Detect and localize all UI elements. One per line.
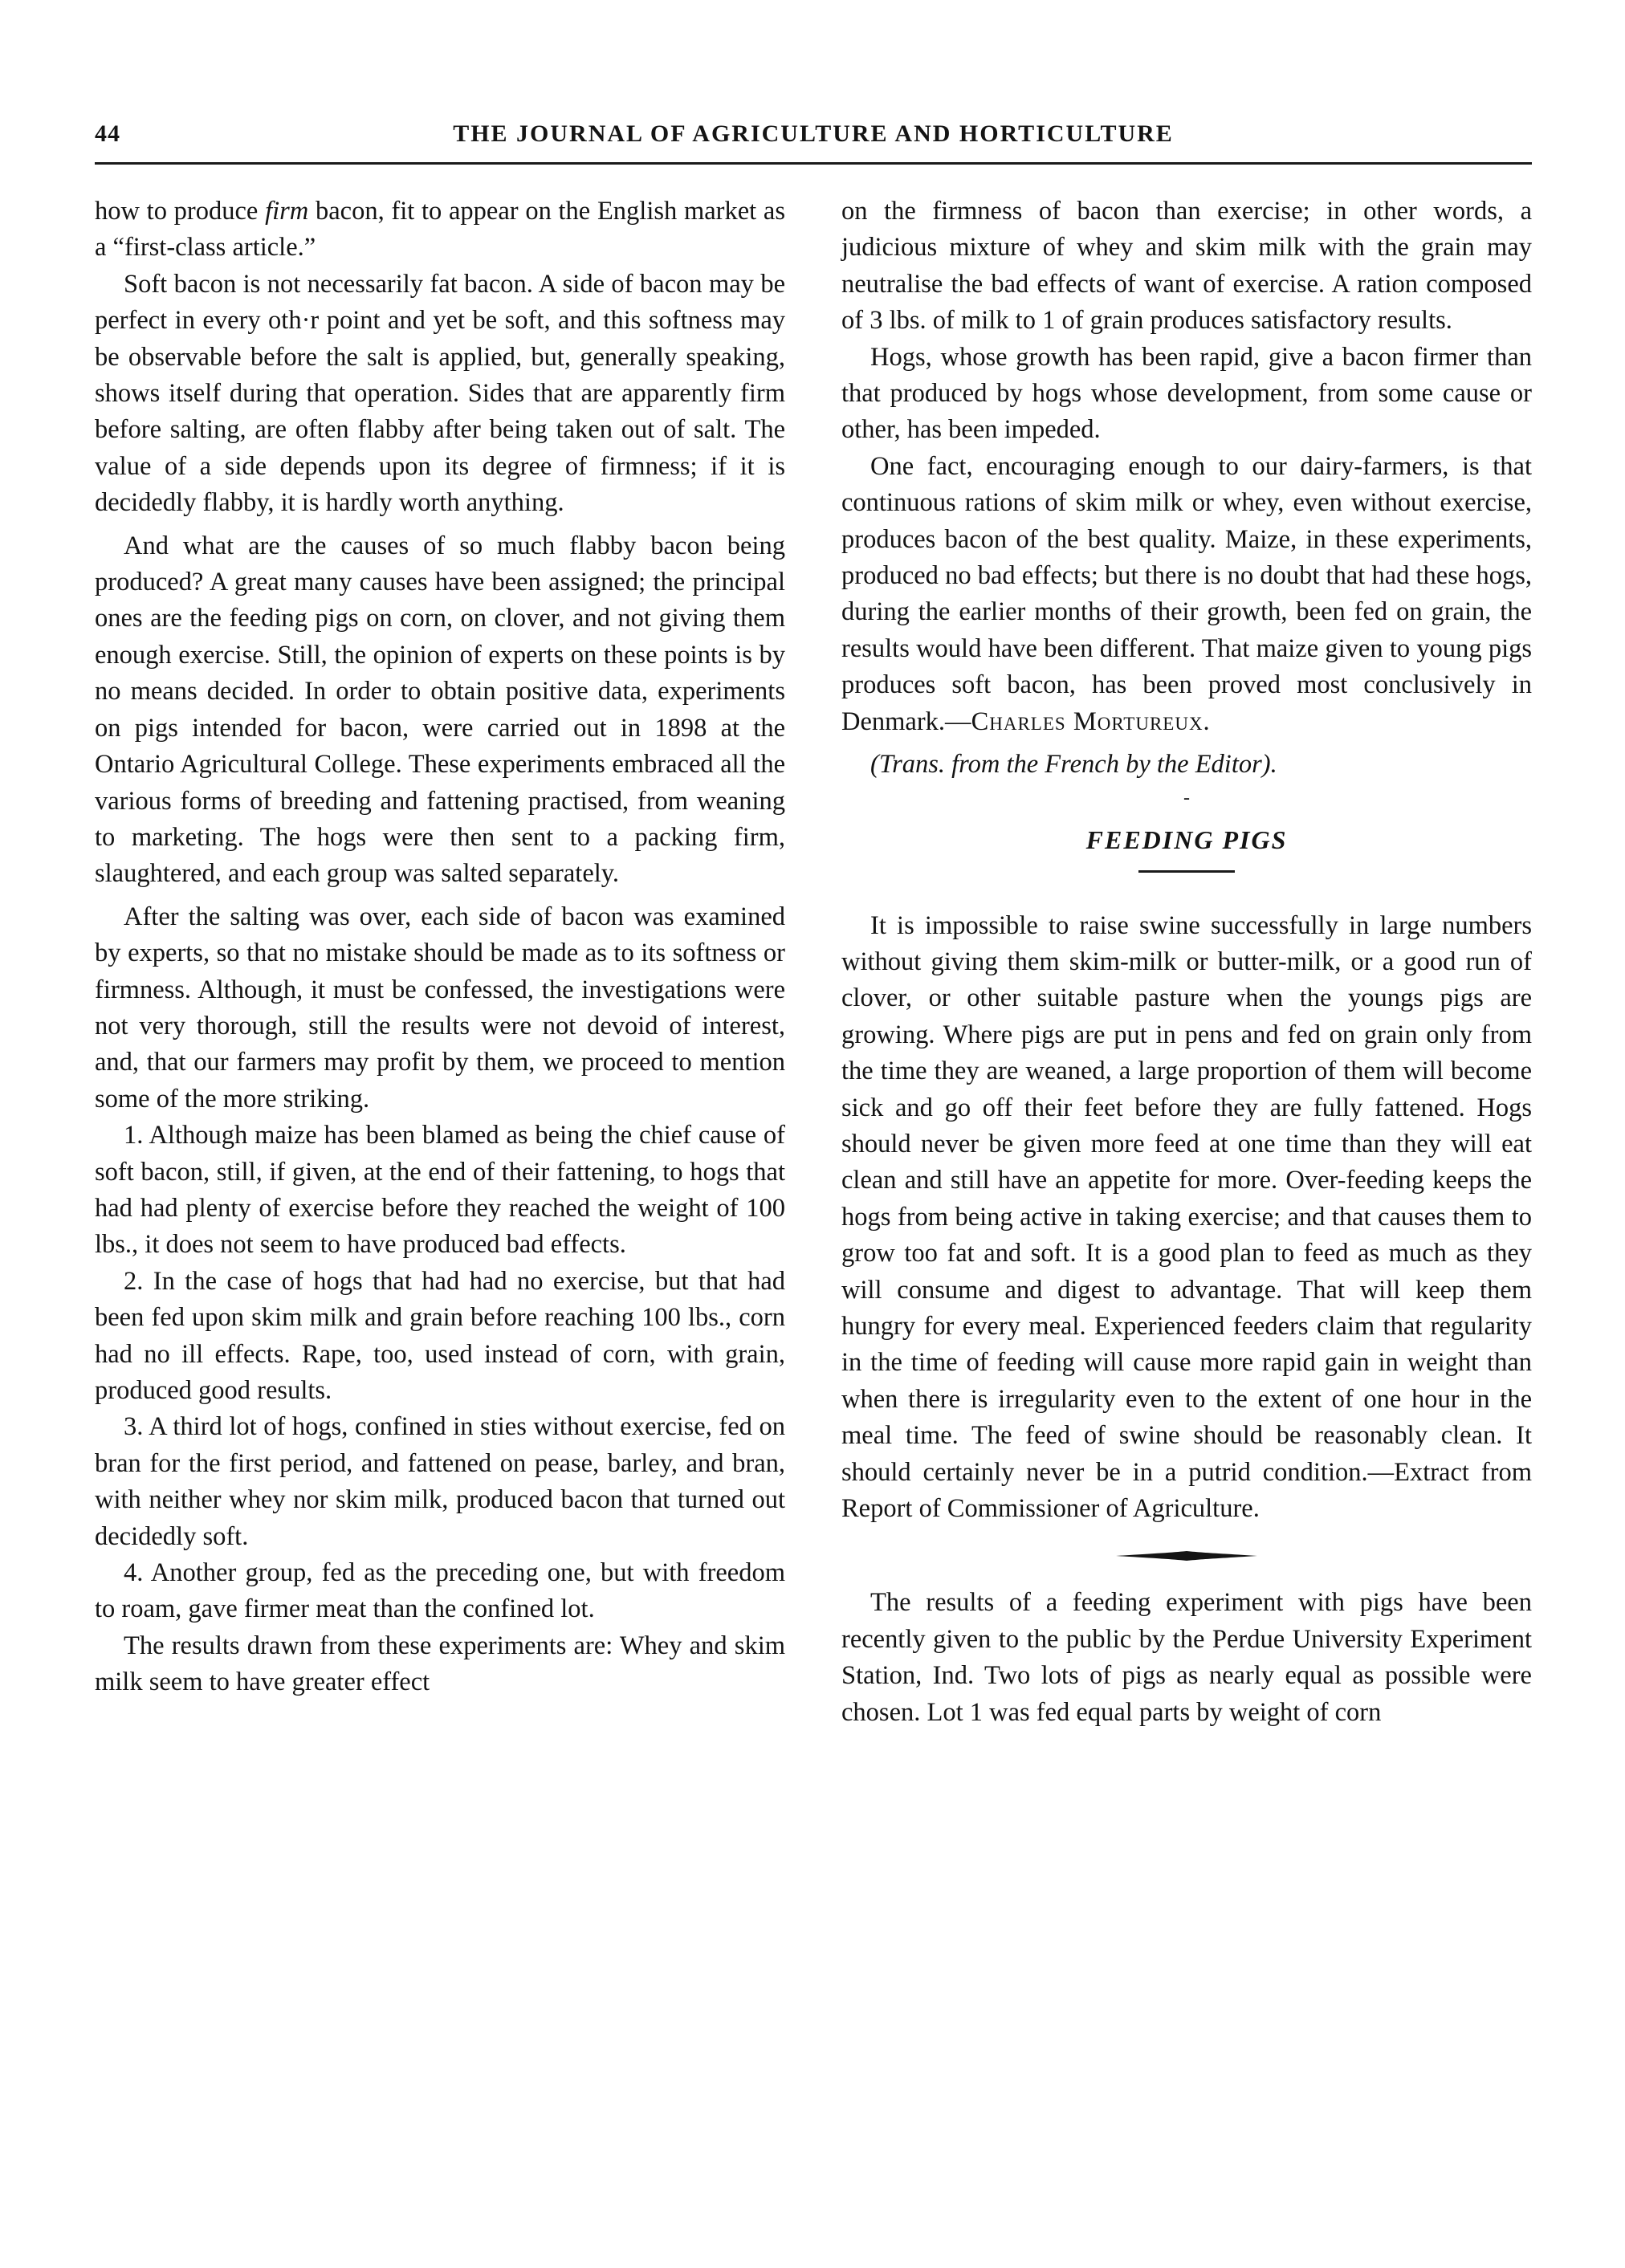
numbered-paragraph: 4. Another group, fed as the preceding one, but with freedom to roam, gave firmer meat than the confined lot. [95,1558,785,1624]
translation-credit: (Trans. from the French by the Editor). [870,750,1277,780]
numbered-paragraph: 1. Although maize has been blamed as being the chief cause of soft bacon, still, if given, at the end of their fattening, to hogs that had had plenty of exercise before they reached the weight of 100 lbs., it does not seem to have produced bad effects. [95,1121,785,1260]
paragraph: The results of a feeding experiment with pigs have been recently given to the public by the Perdue University Experiment Station, Ind. Two lots of pigs as nearly equal as possible were chosen. Lot 1 was fed equal parts by weight of corn [841,1588,1532,1727]
page-number: 44 [95,120,120,147]
emphasis-text: firm [265,197,309,226]
paragraph-text: bacon, fit to appear on the English market as a “first-class article.” [95,197,785,263]
heading-rule [1138,870,1235,873]
paragraph-text: One fact, encouraging enough to our dairy-farmers, is that continuous rations of skim milk or whey, even without exercise, produces bacon of the best quality. Maize, in these experiments, produced no bad effects; but there is no doubt that had these hogs, during the earlier months of their growth, been fed on grain, the results would have been different. That maize given to young pigs produces soft bacon, has been proved most conclusively in Denmark.— [841,451,1532,736]
ornamental-divider [1114,1549,1259,1562]
ornament-dash: - [1183,787,1190,808]
paragraph [841,449,1532,740]
numbered-paragraph: 2. In the case of hogs that had had no exercise, but that had been fed upon skim milk and grain before reaching 100 lbs., corn had no ill effects. Rape, too, used instead of corn, with grain, produced good results. [95,1266,785,1405]
journal-title: THE JOURNAL OF AGRICULTURE AND HORTICULTURE [453,120,1174,147]
journal-page [95,120,1532,1731]
section-heading: FEEDING PIGS [1085,825,1288,854]
paragraph: Hogs, whose growth has been rapid, give a bacon firmer than that produced by hogs whose development, from some cause or other, has been impeded. [841,342,1532,445]
left-column [95,193,785,1731]
right-column [841,193,1532,1731]
paragraph: The results drawn from these experiments are: Whey and skim milk seem to have greater effect [95,1631,785,1697]
paragraph: After the salting was over, each side of bacon was examined by experts, so that no mistake should be made as to its softness or firmness. Although, it must be confessed, the investigations were not very thorough, still the results were not devoid of interest, and, that our farmers may profit by them, we proceed to mention some of the more striking. [95,902,785,1114]
paragraph: And what are the causes of so much flabby bacon being produced? A great many causes have been assigned; the principal ones are the feeding pigs on corn, on clover, and not giving them enough exercise. Still, the opinion of experts on these points is by no means decided. In order to obtain positive data, experiments on pigs intended for bacon, were carried out in 1898 at the Ontario Agricultural College. These experiments embraced all the various forms of breeding and fattening practised, from weaning to marketing. The hogs were then sent to a packing firm, slaughtered, and each group was salted separately. [95,531,785,889]
author-signature: Charles Mortureux. [971,706,1211,736]
paragraph-text: how to produce [95,197,266,226]
paragraph: It is impossible to raise swine successfully in large numbers without giving them skim-milk or butter-milk, or a good run of clover, or other suitable pasture when the youngs pigs are growing. Where pigs are put in pens and fed on grain only from the time they are weaned, a large proportion of them will become sick and go off their feet before they are fully fattened. Hogs should never be given more feed at one time than they will eat clean and still have an appetite for more. Over-feeding keeps the hogs from being active in taking exercise; and that causes them to grow too fat and soft. It is a good plan to feed as much as they will consume and digest to advantage. That will keep them hungry for every meal. Experienced feeders claim that regularity in the time of feeding will cause more rapid gain in weight than when there is irregularity even to the extent of one hour in the meal time. The feed of swine should be reasonably clean. It should certainly never be in a putrid condition.—Extract from Report of Commissioner of Agriculture. [841,910,1532,1523]
paragraph [95,193,785,267]
paragraph: Soft bacon is not necessarily fat bacon. A side of bacon may be perfect in every oth·r point and yet be soft, and this softness may be observable before the salt is applied, but, generally speaking, shows itself during that operation. Sides that are apparently firm before salting, are often flabby after being taken out of salt. The value of a side depends upon its degree of firmness; if it is decidedly flabby, it is hardly worth anything. [95,269,785,518]
header-rule [95,162,1532,165]
paragraph: on the firmness of bacon than exercise; in other words, a judicious mixture of whey and skim milk with the grain may neutralise the bad effects of want of exercise. A ration composed of 3 lbs. of milk to 1 of grain produces satisfactory results. [841,197,1532,336]
numbered-paragraph: 3. A third lot of hogs, confined in sties without exercise, fed on bran for the first period, and fattened on pease, barley, and bran, with neither whey nor skim milk, produced bacon that turned out decidedly soft. [95,1412,785,1551]
running-head [95,120,1532,157]
text-columns [95,193,1532,1731]
